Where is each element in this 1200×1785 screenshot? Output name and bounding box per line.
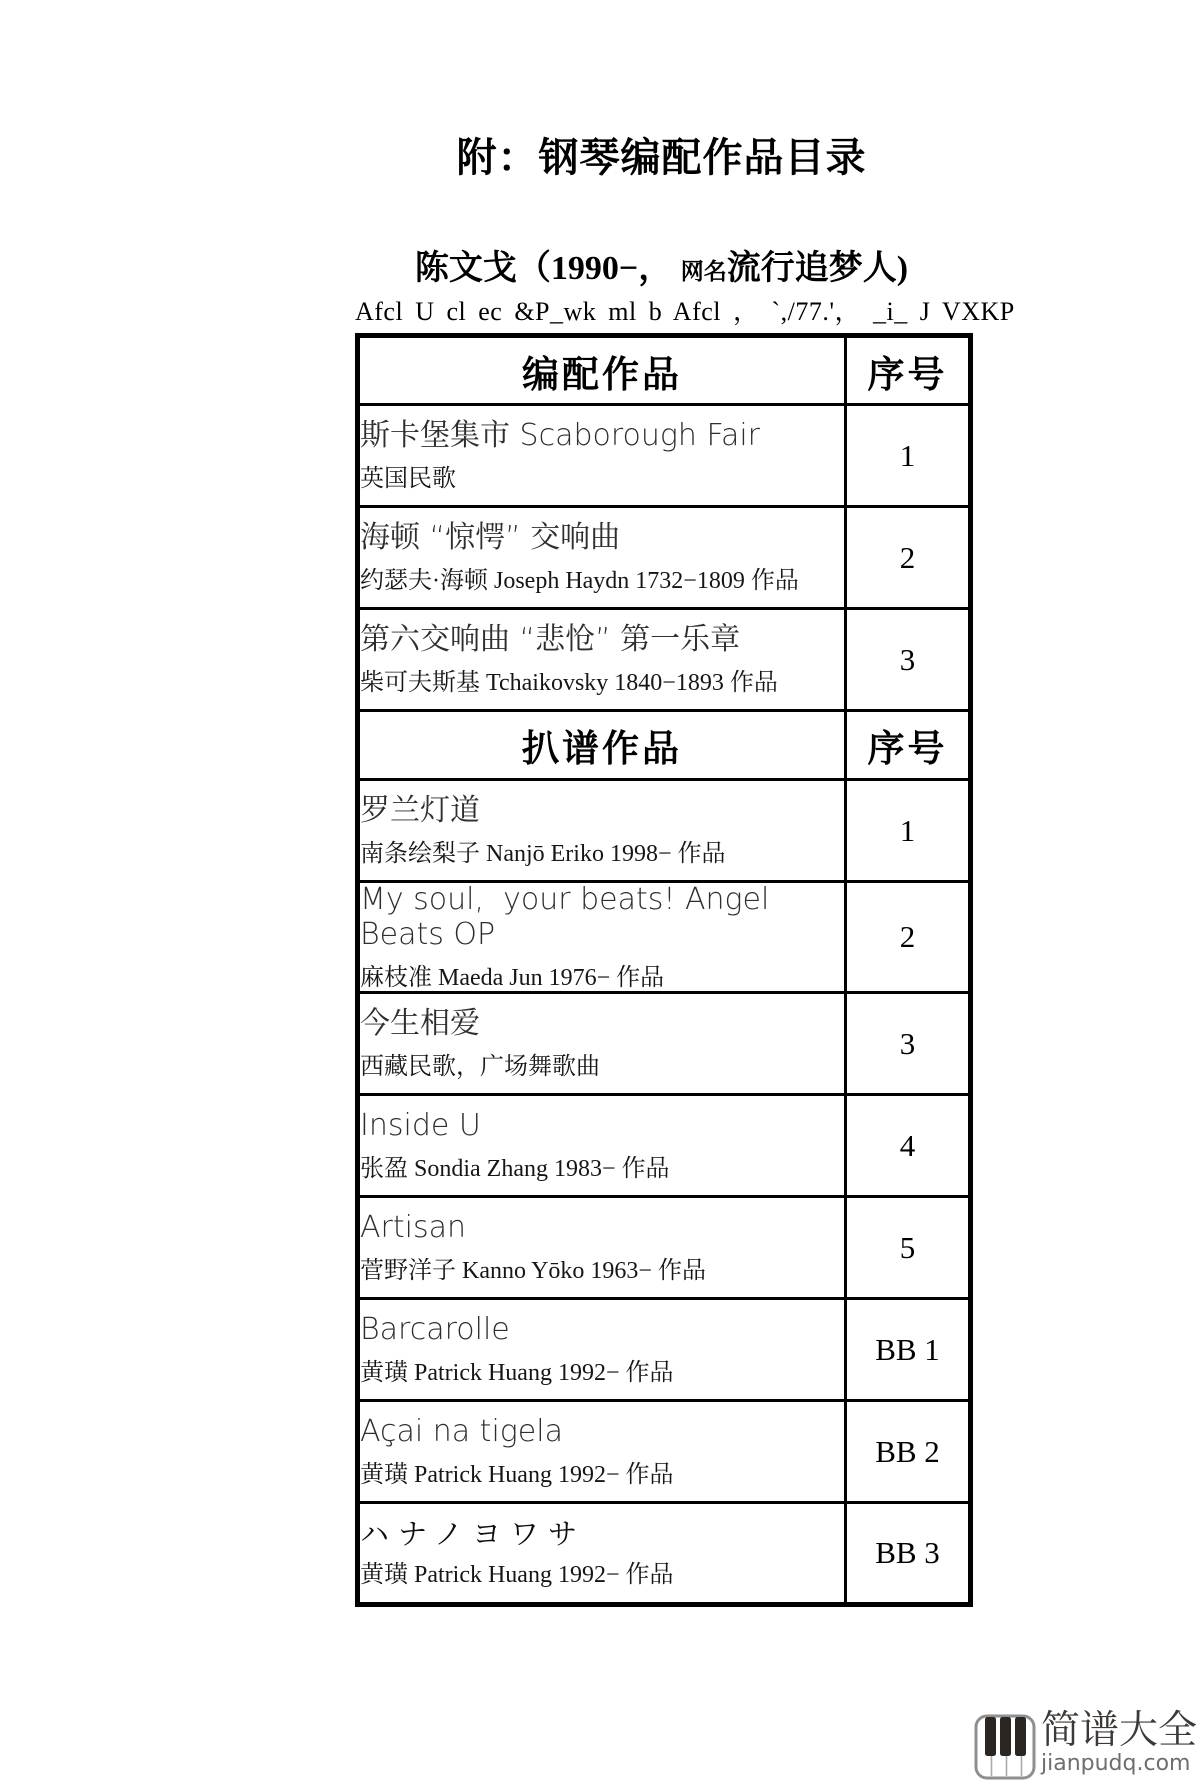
work-title: 罗兰灯道: [360, 792, 480, 828]
table-row: [358, 507, 971, 609]
work-number: 3: [846, 609, 971, 711]
work-title: Açai na tigela: [360, 1413, 563, 1449]
work-subtitle: 柴可夫斯基 Tchaikovsky 1840−1893 作品: [360, 670, 778, 697]
brand-name: 简谱大全: [1041, 1708, 1198, 1753]
work-number: BB 3: [846, 1503, 971, 1605]
table-row: [358, 1095, 971, 1197]
alias-label: 网名: [680, 259, 727, 284]
jianpudaquan-watermark: [974, 1708, 1198, 1781]
work-subtitle: 约瑟夫·海顿 Joseph Haydn 1732−1809 作品: [360, 568, 799, 595]
table-row: [358, 993, 971, 1095]
work-title: 斯卡堡集市 Scaborough Fair: [360, 417, 761, 453]
work-title: 今生相爱: [360, 1005, 480, 1041]
work-title: 第六交响曲 “悲怆” 第一乐章: [360, 621, 741, 657]
page-title: 附：钢琴编配作品目录: [456, 135, 867, 180]
work-number: BB 2: [846, 1401, 971, 1503]
work-subtitle: 黄璜 Patrick Huang 1992− 作品: [360, 1360, 674, 1387]
table-row: [358, 1401, 971, 1503]
arranged-works-header-label: 编配作品: [358, 336, 846, 405]
work-subtitle: 南条绘梨子 Nanjō Eriko 1998− 作品: [360, 841, 726, 868]
work-subtitle: 张盈 Sondia Zhang 1983− 作品: [360, 1156, 670, 1183]
work-number: BB 1: [846, 1299, 971, 1401]
work-number: 5: [846, 1197, 971, 1299]
work-subtitle: 麻枝准 Maeda Jun 1976− 作品: [360, 965, 665, 991]
work-title: ハナノヨワサ: [360, 1518, 586, 1551]
work-subtitle: 西藏民歌，广场舞歌曲: [360, 1054, 600, 1081]
work-number: 2: [846, 507, 971, 609]
section-header-arranged-works: [358, 336, 971, 405]
number-column-header: 序号: [846, 336, 971, 405]
work-number: 3: [846, 993, 971, 1095]
brand-url: jianpudq.com: [1041, 1750, 1191, 1776]
work-number: 2: [846, 882, 971, 993]
transcribed-works-header-label: 扒谱作品: [358, 711, 846, 780]
work-title: 海顿 “惊愕” 交响曲: [360, 519, 621, 555]
table-row: [358, 1299, 971, 1401]
work-number: 4: [846, 1095, 971, 1197]
work-number: 1: [846, 780, 971, 882]
author-name-part: 陈文戈（1990−，: [414, 250, 681, 287]
work-number: 1: [846, 405, 971, 507]
work-title: Barcarolle: [360, 1311, 510, 1347]
table-row: [358, 1503, 971, 1605]
work-subtitle: 黄璜 Patrick Huang 1992− 作品: [360, 1462, 674, 1489]
works-catalog-table: [355, 333, 973, 1607]
table-row: [358, 609, 971, 711]
section-header-transcribed-works: [358, 711, 971, 780]
table-row: [358, 780, 971, 882]
work-title: My soul, your beats! Angel Beats OP: [360, 882, 779, 952]
work-subtitle: 英国民歌: [360, 466, 456, 493]
author-line: [355, 240, 968, 289]
number-column-header: 序号: [846, 711, 971, 780]
alias-part: 流行追梦人): [726, 250, 909, 287]
table-row: [358, 405, 971, 507]
table-row: [358, 882, 971, 993]
table-row: [358, 1197, 971, 1299]
work-title: Artisan: [360, 1209, 466, 1245]
romanized-author-line: Afcl U cl ec &P_wk ml b Afcl ， `,/77.'， _i_ J VXKP: [355, 297, 1015, 326]
work-subtitle: 菅野洋子 Kanno Yōko 1963− 作品: [360, 1258, 706, 1285]
work-subtitle: 黄璜 Patrick Huang 1992− 作品: [360, 1561, 674, 1588]
work-title: Inside U: [360, 1107, 481, 1143]
piano-keys-icon: [974, 1714, 1036, 1785]
